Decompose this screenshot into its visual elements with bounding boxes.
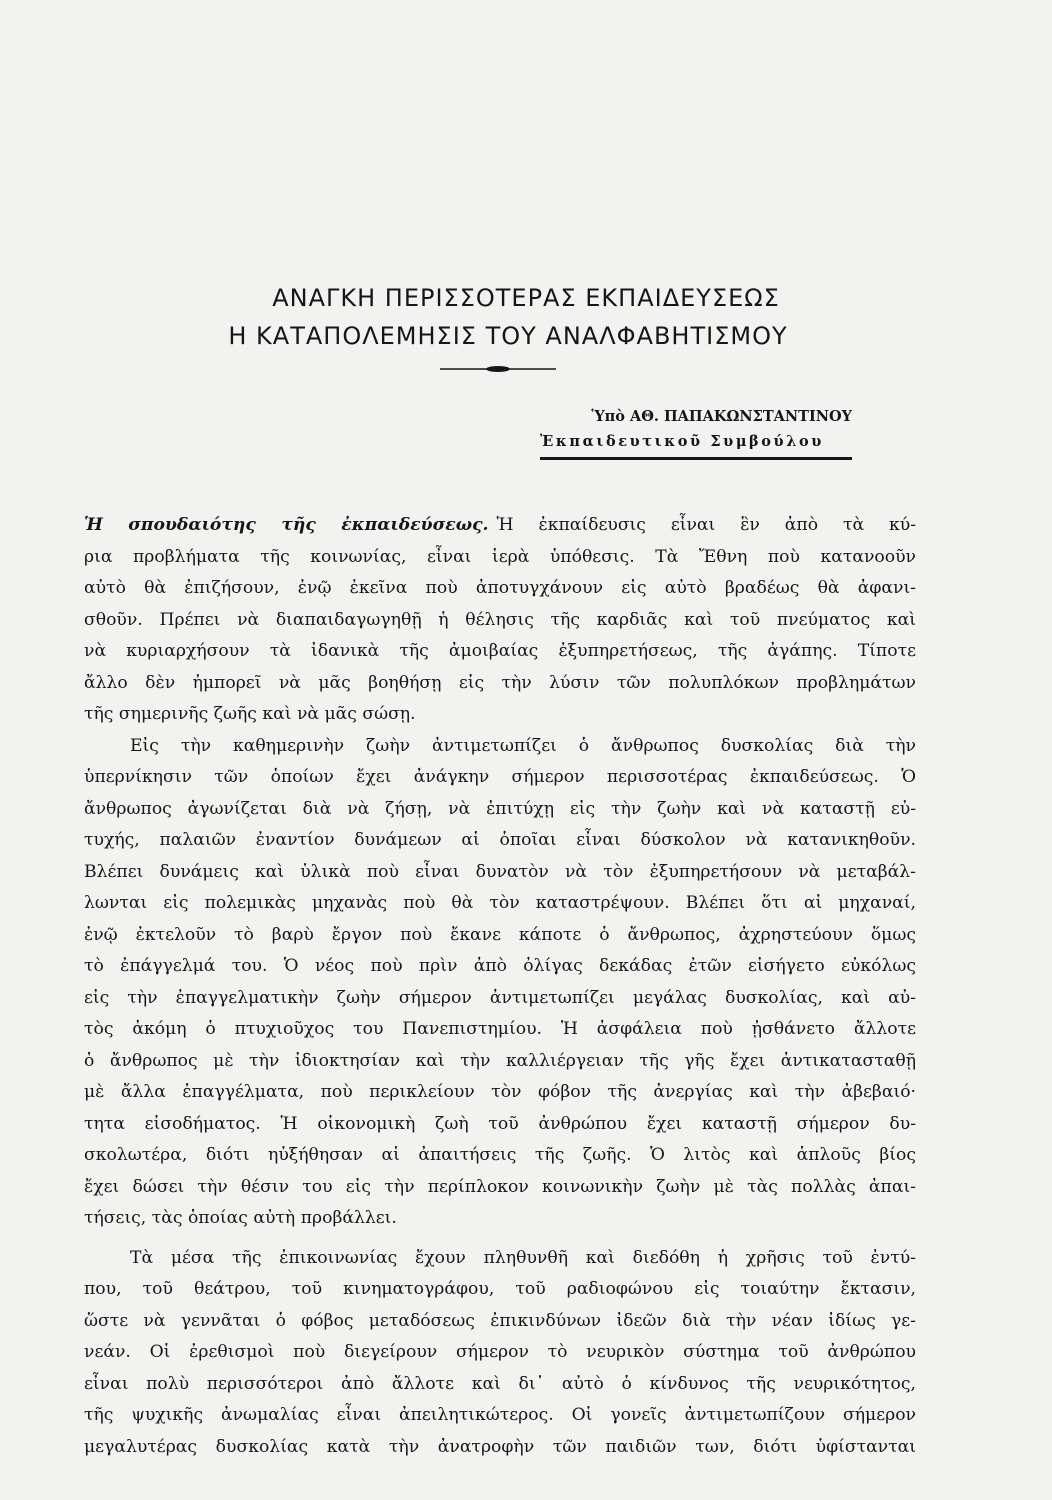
text-line: ἔχει δώσει τὴν θέσιν του εἰς τὴν περίπλοκον κοινωνικὴν ζωὴν μὲ τὰς πολλὰς ἀπαι-	[84, 1176, 916, 1197]
text-line: λωνται εἰς πολεμικὰς μηχανὰς ποὺ θὰ τὸν καταστρέψουν. Βλέπει ὅτι αἱ μηχαναί,	[84, 893, 916, 913]
text-line: Τὰ μέσα τῆς ἐπικοινωνίας ἔχουν πληθυνθῆ καὶ διεδόθη ἡ χρῆσις τοῦ ἐντύ-	[130, 1247, 916, 1268]
text-line: Βλέπει δυνάμεις καὶ ὑλικὰ ποὺ εἶναι δυνατὸν νὰ τὸν ἐξυπηρετήσουν νὰ μεταβάλ-	[84, 861, 916, 882]
text-line: εἰς τὴν ἐπαγγελματικὴν ζωὴν σήμερον ἀντιμετωπίζει μεγάλας δυσκολίας, καὶ αὐ-	[84, 987, 916, 1008]
text-line: ὁ ἄνθρωπος μὲ τὴν ἰδιοκτησίαν καὶ τὴν καλλιέργειαν τῆς γῆς ἔχει ἀντικατασταθῇ	[84, 1050, 916, 1071]
text-line: αὐτὸ θὰ ἐπιζήσουν, ἐνῷ ἐκεῖνα ποὺ ἀποτυγχάνουν εἰς αὐτὸ βραδέως θὰ ἀφανι-	[84, 578, 916, 598]
text-line: ὑπερνίκησιν τῶν ὁποίων ἔχει ἀνάγκην σήμερον περισσοτέρας ἐκπαιδεύσεως. Ὁ	[84, 767, 916, 787]
title-line-2: Η ΚΑΤΑΠΟΛΕΜΗΣΙΣ ΤΟΥ ΑΝΑΛΦΑΒΗΤΙΣΜΟΥ	[228, 322, 788, 350]
text-line: Ἡ σπουδαιότης τῆς ἐκπαιδεύσεως. Ἡ ἐκπαίδευσις εἶναι ἓν ἀπὸ τὰ κύ-	[84, 515, 916, 535]
text-line: τὸ ἐπάγγελμά του. Ὁ νέος ποὺ πρὶν ἀπὸ ὀλίγας δεκάδας ἐτῶν εἰσήγετο εὐκόλως	[84, 956, 916, 976]
text-line: εἶναι πολὺ περισσότεροι ἀπὸ ἄλλοτε καὶ δι᾿ αὐτὸ ὁ κίνδυνος τῆς νευρικότητος,	[84, 1373, 916, 1394]
lead-heading: Ἡ σπουδαιότης τῆς ἐκπαιδεύσεως.	[84, 515, 489, 535]
text-line: ἐνῷ ἐκτελοῦν τὸ βαρὺ ἔργον ποὺ ἔκανε κάποτε ὁ ἄνθρωπος, ἀχρηστεύουν ὅμως	[84, 924, 916, 945]
text-line: τήσεις, τὰς ὁποίας αὐτὴ προβάλλει.	[84, 1208, 397, 1228]
text-line: Εἰς τὴν καθημερινὴν ζωὴν ἀντιμετωπίζει ὁ ἄνθρωπος δυσκολίας διὰ τὴν	[130, 735, 916, 756]
author-role: Ἐκπαιδευτικοῦ Συμβούλου	[540, 433, 824, 450]
text-line: τυχής, παλαιῶν ἐναντίον δυνάμεων αἱ ὁποῖαι εἶναι δύσκολον νὰ κατανικηθοῦν.	[84, 830, 916, 850]
text-line: νεάν. Οἱ ἐρεθισμοὶ ποὺ διεγείρουν σήμερον τὸ νευρικὸν σύστημα τοῦ ἀνθρώπου	[84, 1342, 916, 1362]
text-line: τῆς σημερινῆς ζωῆς καὶ νὰ μᾶς σώσῃ.	[84, 704, 416, 724]
article-body	[84, 510, 916, 1463]
text-line: μεγαλυτέρας δυσκολίας κατὰ τὴν ἀνατροφὴν τῶν παιδιῶν των, διότι ὑφίστανται	[84, 1436, 916, 1457]
text-line: τητα εἰσοδήματος. Ἡ οἰκονομικὴ ζωὴ τοῦ ἀνθρώπου ἔχει καταστῇ σήμερον δυ-	[84, 1113, 916, 1134]
text-line: νὰ κυριαρχήσουν τὰ ἰδανικὰ τῆς ἀμοιβαίας ἐξυπηρετήσεως, τῆς ἀγάπης. Τίποτε	[84, 641, 916, 661]
text-line: σκολωτέρα, διότι ηὐξήθησαν αἱ ἀπαιτήσεις τῆς ζωῆς. Ὁ λιτὸς καὶ ἁπλοῦς βίος	[84, 1145, 916, 1165]
text-line: ἄνθρωπος ἀγωνίζεται διὰ νὰ ζήσῃ, νὰ ἐπιτύχῃ εἰς τὴν ζωὴν καὶ νὰ καταστῇ εὐ-	[84, 798, 916, 819]
text-line: μὲ ἄλλα ἐπαγγέλματα, ποὺ περικλείουν τὸν φόβον τῆς ἀνεργίας καὶ τὴν ἀβεβαιό·	[84, 1082, 916, 1102]
author-name: Ὑπὸ ΑΘ. ΠΑΠΑΚΩΝΣΤΑΝΤΙΝΟΥ	[591, 408, 852, 425]
byline	[540, 404, 852, 454]
text-line: ρια προβλήματα τῆς κοινωνίας, εἶναι ἱερὰ ὑπόθεσις. Τὰ Ἔθνη ποὺ κατανοοῦν	[84, 546, 916, 567]
text-line: τὸς ἀκόμη ὁ πτυχιοῦχος του Πανεπιστημίου. Ἡ ἀσφάλεια ποὺ ᾐσθάνετο ἄλλοτε	[84, 1019, 916, 1039]
text-line: ὥστε νὰ γεννᾶται ὁ φόβος μεταδόσεως ἐπικινδύνων ἰδεῶν διὰ τὴν νέαν ἰδίως γε-	[84, 1310, 916, 1331]
title-line-1: ΑΝΑΓΚΗ ΠΕΡΙΣΣΟΤΕΡΑΣ ΕΚΠΑΙΔΕΥΣΕΩΣ	[272, 284, 780, 312]
text-line: τῆς ψυχικῆς ἀνωμαλίας εἶναι ἀπειλητικώτερος. Οἱ γονεῖς ἀντιμετωπίζουν σήμερον	[84, 1405, 916, 1425]
text-line: σθοῦν. Πρέπει νὰ διαπαιδαγωγηθῇ ἡ θέλησις τῆς καρδιᾶς καὶ τοῦ πνεύματος καὶ	[84, 609, 916, 630]
byline-rule	[540, 457, 852, 460]
title-ornament	[440, 364, 556, 374]
text-line: που, τοῦ θεάτρου, τοῦ κινηματογράφου, τοῦ ραδιοφώνου εἰς τοιαύτην ἔκτασιν,	[84, 1279, 916, 1299]
text-line: ἄλλο δὲν ἠμπορεῖ νὰ μᾶς βοηθήσῃ εἰς τὴν λύσιν τῶν πολυπλόκων προβλημάτων	[84, 672, 916, 693]
